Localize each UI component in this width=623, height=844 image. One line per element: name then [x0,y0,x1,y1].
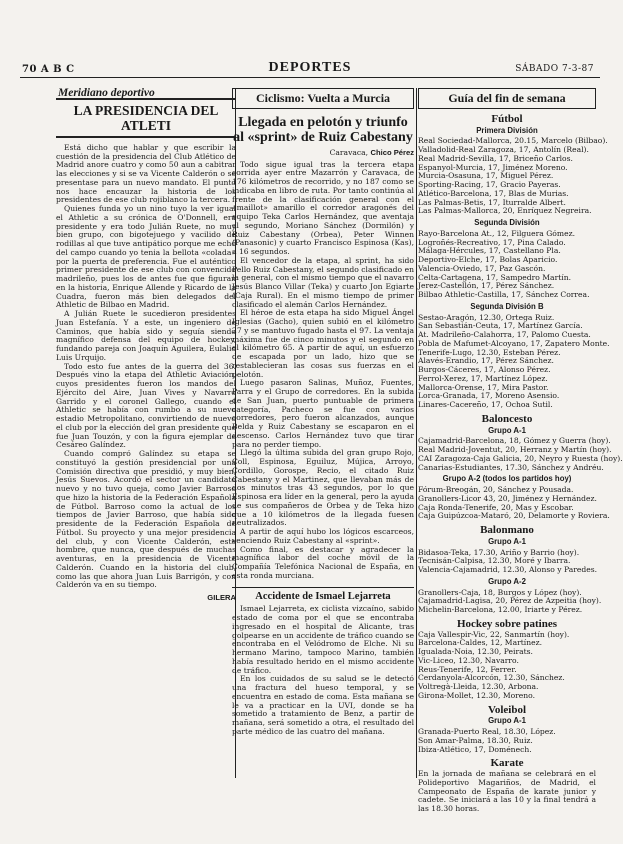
sport-heading: Fútbol [491,112,523,125]
fixture-line: Cerdanyola-Alcorcón, 12.30, Sánchez. [418,673,565,683]
fixture-line: Voltregà-Lleida, 12.30, Arbona. [418,682,539,691]
section-box: Guía del fin de semana [418,88,596,109]
fixture-line: Granollers-Licor 43, 20, Jiménez y Hernández. [418,493,597,503]
sport-heading: Baloncesto [481,412,533,425]
byline-place: Caravaca, [329,147,369,157]
header-rule [20,77,600,78]
fixture-line: Caja Guipúzcoa-Mataró, 20, Delamorte y Roviera. [418,511,610,521]
fixture-line: Real Sociedad-Mallorca, 20.15, Marcelo (Bilbao). [418,136,608,146]
paragraph: Todo esto fue antes de la guerra del 36. Después vino la etapa del Athletic Aviación, cuyos presidentes fueron los mandos del Ejército del Aire, Juan Vives y Navarro Garrido y el coronel Gallego, cuando el Athletic se había con rumbo a su nuevo estadio Metropolitano, convirtiendo de nuevo el club por la elección del gran presidente que fue Juan Touzón, y con la figura ejemplar de Cesáreo Galíndez. [56,361,236,450]
paragraph: Luego pasaron Salinas, Muñoz, Fuentes, Parra y el Grupo de corredores. En la subida de San Juan, puerto puntuable de primera categoría, Pacheco se fue con varios corredores, pero fueron alcanzados, aunque Belda y Ruiz Cabestany se escaparon en el descenso. Carlos Hernández tuvo que tirar para no perder tiempo. [232,378,414,449]
fixture-line: Mallorca-Orense, 17, Mira Pastor. [418,382,549,392]
fixture-line: Las Palmas-Mallorca, 20, Enríquez Negreira. [418,206,592,216]
section-header: DEPORTES [268,60,352,75]
paragraph: Como final, es destacar y agradecer la magnífica labor del coche móvil de la Compañía Telefónica Nacional de España, en esta ronda murciana. [232,544,414,580]
paragraph: Cuando compró Galíndez su etapa se constituyó la gestión presidencial por una Comisión directiva que presidió, y muy bien, Jesús Suevos. Acordó el sector un candidato nuevo y no tuvo queja, como Javier Barroso que hizo la historia de la Federación Española de Fútbol. Barroso como la actual de los tiempos de Javier Barroso, que había sido presidente de la Federación Española de Fútbol. Su proyecto y una mejor presidencia del club, y con Vicente Calderón, este hombre, que nunca, que después de muchas aventuras, en la presidencia de Vicente Calderón. Cuando en la historia del club, como las que ahora Juan Luis Barrigón, y con Calderón va en su tiempo. [56,449,236,590]
group-heading: Segunda División B [470,301,544,311]
fixture-line: En la jornada de mañana se celebrará en el Polideportivo Magariños, de Madrid, el Campeonato de España de karate junior y cadete. Se iniciará a las 10 y la final tendrá a las 18.30 horas. [418,769,596,813]
fixture-line: Canarias-Estudiantes, 17.30, Sánchez y Andréu. [418,462,604,472]
fixture-line: Valencia-Oviedo, 17, Paz Gascón. [418,263,546,273]
paragraph: El vencedor de la etapa, al sprint, ha sido Pello Ruiz Cabestany, el segundo clasificado en la general, con el mismo tiempo que el navarro Jesús Blanco Villar (Teka) y cuarto Jon Egiarte (Caja Rural). En el mismo tiempo de primer clasificado el alemán Carlos Hernández. [232,255,414,309]
fixture-line: Son Amar-Palma, 18.30, Ruiz. [418,735,533,745]
fixture-line: Ferrol-Xerez, 17, Martínez López. [418,373,548,383]
fixture-line: Igualada-Noia, 12.30, Peirats. [418,647,533,656]
fixture-line: Girona-Mollet, 12.30, Moreno. [418,690,536,700]
paragraph: Ismael Lejarreta, ex ciclista vizcaíno, sabido estado de coma por el que se encontraba ingresado en el hospital de Alicante, tras golpearse en un accidente de tráfico cuando se encontraba en el Velódromo de Elche. Ni su hermano Marino, tampoco Marino, también había resultado herido en el mismo accidente de tráfico. [232,604,414,675]
sport-heading: Voleibol [487,703,527,716]
fixture-line: Granollers-Caja, 18, Burgos y López (hoy). [418,587,582,597]
group-heading: Grupo A-1 [488,536,526,546]
fixture-line: Valencia-Cajamadrid, 12.30, Alonso y Paredes. [418,565,598,574]
article-headline: Llegada en pelotón y triunfo al «sprint» de Ruiz Cabestany [233,114,413,145]
paragraph: A Julián Ruete le sucedieron presidentes Juan Estefanía. Y a este, un ingeniero de Caminos, que había sido y seguía siendo magnífico defensa del equipo de hockey, fundando pareja con Joaquín Aguilera, Eulalio Luis Urquijo. [56,309,236,362]
paragraph: Llegó la última subida del gran grupo Rojo, Coll, Espinosa, Eguiluz, Mújica, Arroyo, Cordillo, Gorospe, Recio, el citado Ruiz Cabestany y el Martinez, que llevaban más de dos minutos tras 43 segundos, por lo que Espinosa era líder en la general, pero la ayuda de sus compañeros de Orbea y de Teka hizo que a 10 kilómetros de la llegada fuesen neutralizados. [232,448,414,528]
fixture-line: Bidasoa-Teka, 17.30, Ariño y Barrio (hoy). [418,547,580,557]
fixture-line: Lorca-Granada, 17, Moreno Asensio. [418,391,560,401]
fixture-line: Sestao-Aragón, 12.30, Ortega Ruiz. [418,312,555,322]
sport-heading: Hockey sobre patines [456,617,558,630]
column-ciclismo [232,88,414,748]
article-signature: GILERA [207,593,236,602]
fixture-line: Murcia-Osasuna, 17, Miguel Pérez. [418,171,554,181]
fixture-line: Logroñés-Recreativo, 17, Pina Calado. [418,237,566,247]
group-heading: Segunda División [474,218,540,227]
fixture-line: CAI Zaragoza-Caja Galicia, 20, Neyro y Ruesta (hoy). [418,453,623,463]
fixture-line: Cajamadrid-Lagisa, 20, Pérez de Azpeitia (hoy). [418,596,602,606]
group-heading: Primera División [476,125,538,135]
column-rule-2 [416,88,417,778]
group-heading: Grupo A-1 [488,425,526,435]
group-heading: Grupo A-2 (todos los partidos hoy) [442,474,572,484]
fixture-line: Bilbao Athletic-Castilla, 17, Sánchez Correa. [418,290,590,299]
fixture-line: Pobla de Mafumet-Alcoyano, 17, Zapatero Monte. [418,338,610,348]
paragraph: El héroe de esta etapa ha sido Miguel Ángel Iglesias (Gacho), quien subió en el kilómetro 27 y se mantuvo fugado hasta el 97. La ventaja máxima fue de cinco minutos y el segundo en el kilómetro 65. A partir de aquí, un esfuerzo de escapada por un lado, hizo que se restablecieran las cosas sus fuerzas en el pelotón. [232,308,414,379]
fixture-line: Fórum-Breogán, 20, Sánchez y Pousada. [418,485,574,494]
paragraph: En los cuidados de su salud se le detectó una fractura del hueso temporal, y se encuentra en estado de coma. Esta mañana se le va a practicar en la UVI, donde se ha sometido a tratamiento de Benz, a partir de mañana, será sometido a otra, el resultado del parte médico de las cuatro del mañana. [232,674,414,736]
fixture-line: Deportivo-Elche, 17, Bolas Aparicio. [418,255,558,264]
fixture-line: Valladolid-Real Zaragoza, 17, Antolín (Real). [418,145,589,154]
fixture-line: Reus-Tenerife, 12, Ferrer. [418,664,517,674]
fixture-line: Granada-Puerto Real, 18.30, López. [418,727,556,736]
fixture-line: At. Madrileño-Calahorra, 17, Palomo Cuesta. [418,330,591,339]
fixture-line: Las Palmas-Betis, 17, Iturralde Albert. [418,197,566,207]
guide-listing [418,112,623,814]
fixture-line: Burgos-Cáceres, 17, Alonso Pérez. [418,365,551,374]
section-label: Meridiano deportivo [58,87,155,99]
fixture-line: Celta-Cartagena, 17, Sampedro Martín. [418,272,571,282]
fixture-line: Atlético-Barcelona, 17, Blas de Murias. [418,188,569,198]
article-subhead: Accidente de Ismael Lejarreta [232,587,414,602]
paragraph: Quienes funda yo un nino tuyo la ver igual el Athletic a su crónica de O'Donnell, era presidente y era todo Julián Ruete, no muy bien grupo, con bigotejuego y vacilido de rodillas al que tuve antipático porque me echó del campo cuando yo tenia la bellota «colada» por la puerta de preferencia. Fue el auténtico primer presidente de ese club con convencido madrileño, pues los de antes fue que figuran en la historia, Enrique Allende y Ricardo de la Cuadra, fueron más bien delegados del Athletic de Bilbao en Madrid. [56,204,236,310]
group-heading: Grupo A-2 [488,576,526,586]
byline-name: Chico Pérez [370,147,414,157]
fixture-line: Espanyol-Murcia, 17, Jiménez Moreno. [418,162,568,172]
fixture-line: Rayo-Barcelona At., 12, Filguera Gómez. [418,228,575,238]
fixture-line: Michelin-Barcelona, 12.00, Iriarte y Pérez. [418,605,583,614]
article-body [232,161,414,581]
fixture-line: Ibiza-Atlético, 17, Doménech. [418,744,532,754]
group-heading: Grupo A-1 [488,716,526,726]
paragraph: Está dicho que hablar y que escribir la cuestión de la presidencia del Club Atlético de Madrid anore cuatro y como 50 aun a cabitrar las elecciones y si se va Vicente Calderón o se presentase para un nuevo mandato. El punto nos hace encauzar la historia de los presidentes de ese club rojiblanco la tercera. [56,142,236,205]
fixture-line: Jerez-Castellón, 17, Pérez Sánchez. [418,281,555,291]
fixture-line: Caja Vallespir-Vic, 22, Sanmartín (hoy). [418,629,570,639]
fixture-line: Tenerife-Lugo, 12.30, Esteban Pérez. [418,347,561,357]
column-guia [418,88,623,813]
fixture-line: Real Madrid-Sevilla, 17, Briceño Carlos. [418,153,573,163]
article-body [56,144,236,590]
column-meridiano [56,89,236,739]
fixture-line: Barcelona-Caldes, 12, Martínez. [418,638,543,648]
article-body-2 [232,605,414,736]
fixture-line: Caja Ronda-Tenerife, 20, Mas y Escobar. [418,502,574,512]
fixture-line: Tecnisán-Calpisa, 12.30, Moré y Ibarra. [418,556,571,566]
date-header: SÁBADO 7-3-87 [515,64,594,74]
fixture-line: Sporting-Racing, 17, Gracio Payeras. [418,180,561,189]
sport-heading: Karate [490,757,524,770]
section-box: Ciclismo: Vuelta a Murcia [232,88,414,109]
fixture-line: Linares-Cacereño, 17, Ochoa Sutil. [418,400,553,409]
fixture-line: Málaga-Hércules, 17, Castellano Pla. [418,246,561,256]
fixture-line: Cajamadrid-Barcelona, 18, Gómez y Guerra (hoy). [418,436,611,446]
fixture-line: Vic-Liceo, 12.30, Navarro. [418,655,519,665]
article-title: LA PRESIDENCIA DEL ATLETI [56,98,236,138]
fixture-line: San Sebastián-Ceuta, 17, Martínez García. [418,321,583,331]
paragraph: Todo sigue igual tras la tercera etapa corrida ayer entre Mazarrón y Caravaca, de 176 kilómetros de recorrido, y no 187 como se indicaba en libro de ruta. Por tanto continúa al frente de la clasificación general con el «maillot» amarillo el corredor aragonés del equipo Teka Carlos Hernández, que aventaja al segundo, Moriano Sánchez (Dormilón) y Ruiz Cabestany (Orbea), Peter Winnen (Panasonic) y cuarto Francisco Espinosa (Kas), a 16 segundos. [232,159,414,256]
fixture-line: Alavés-Erandio, 17, Pérez Sánchez. [418,356,554,366]
sport-heading: Balonmano [480,524,534,536]
byline [232,149,414,158]
page-number-header: 70 A B C [22,64,75,75]
paragraph: A partir de aquí hubo los lógicos escarceos, venciendo Ruiz Cabestany al «sprint». [232,527,414,545]
fixture-line: Real Madrid-Joventut, 20, Herranz y Martín (hoy). [418,445,612,454]
